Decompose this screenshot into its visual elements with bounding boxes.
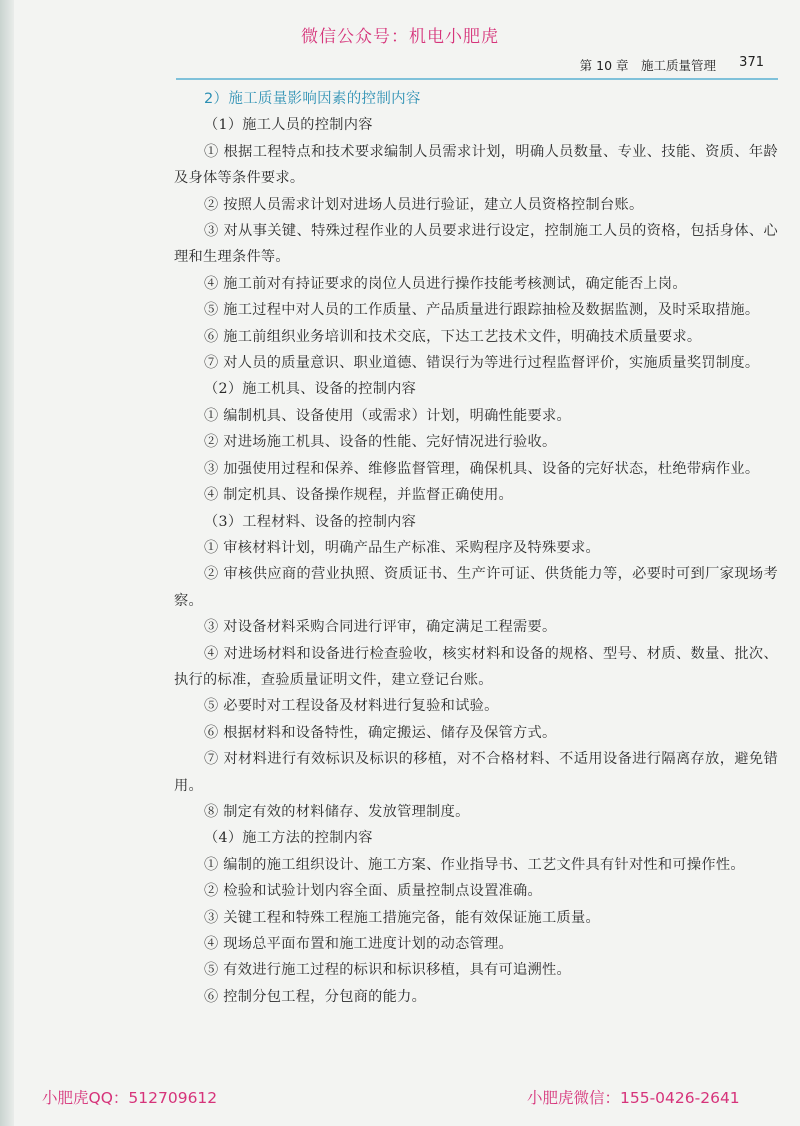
page-body bbox=[174, 86, 778, 1010]
paragraph: ⑤ 有效进行施工过程的标识和标识移植，具有可追溯性。 bbox=[204, 962, 571, 979]
paragraph: ⑧ 制定有效的材料储存、发放管理制度。 bbox=[204, 803, 470, 820]
paragraph: ⑤ 施工过程中对人员的工作质量、产品质量进行跟踪抽检及数据监测，及时采取措施。 bbox=[204, 302, 760, 319]
paragraph: ④ 对进场材料和设备进行检查验收，核实材料和设备的规格、型号、材质、数量、批次、执行的标准，查验质量证明文件，建立登记台账。 bbox=[174, 645, 778, 688]
subsection-heading-1: （1）施工人员的控制内容 bbox=[204, 117, 373, 134]
paragraph: ② 审核供应商的营业执照、资质证书、生产许可证、供货能力等，必要时可到厂家现场考察。 bbox=[174, 566, 778, 609]
page-edge-band bbox=[0, 0, 14, 1126]
paragraph: ③ 对从事关键、特殊过程作业的人员要求进行设定，控制施工人员的资格，包括身体、心理和生理条件等。 bbox=[174, 223, 778, 266]
paragraph: ④ 现场总平面布置和施工进度计划的动态管理。 bbox=[204, 936, 514, 952]
watermark-qq: 小肥虎QQ：512709612 bbox=[42, 1089, 218, 1107]
paragraph: ① 根据工程特点和技术要求编制人员需求计划，明确人员数量、专业、技能、资质、年龄及身体等条件要求。 bbox=[174, 143, 778, 187]
paragraph: ⑤ 必要时对工程设备及材料进行复验和试验。 bbox=[204, 698, 499, 715]
subsection-heading-4: （4）施工方法的控制内容 bbox=[204, 830, 373, 847]
paragraph: ⑦ 对人员的质量意识、职业道德、错误行为等进行过程监督评价，实施质量奖罚制度。 bbox=[204, 355, 760, 372]
running-header bbox=[176, 52, 778, 80]
watermark-wechat: 小肥虎微信：155-0426-2641 bbox=[527, 1089, 740, 1107]
paragraph: ① 编制机具、设备使用（或需求）计划，明确性能要求。 bbox=[204, 407, 571, 424]
paragraph: ⑥ 施工前组织业务培训和技术交底，下达工艺技术文件，明确技术质量要求。 bbox=[204, 328, 702, 345]
paragraph: ② 对进场施工机具、设备的性能、完好情况进行验收。 bbox=[204, 434, 557, 451]
paragraph: ① 编制的施工组织设计、施工方案、作业指导书、工艺文件具有针对性和可操作性。 bbox=[204, 856, 745, 873]
paragraph: ④ 施工前对有持证要求的岗位人员进行操作技能考核测试，确定能否上岗。 bbox=[204, 275, 687, 292]
subsection-heading-2: （2）施工机具、设备的控制内容 bbox=[204, 381, 417, 398]
paragraph: ② 按照人员需求计划对进场人员进行验证，建立人员资格控制台账。 bbox=[204, 196, 644, 213]
paragraph: ③ 加强使用过程和保养、维修监督管理，确保机具、设备的完好状态，杜绝带病作业。 bbox=[204, 460, 760, 477]
paragraph: ③ 对设备材料采购合同进行评审，确定满足工程需要。 bbox=[204, 619, 557, 636]
watermark-top: 微信公众号：机电小肥虎 bbox=[301, 27, 499, 47]
paragraph: ⑥ 根据材料和设备特性，确定搬运、储存及保管方式。 bbox=[204, 724, 557, 741]
paragraph: ② 检验和试验计划内容全面、质量控制点设置准确。 bbox=[204, 883, 543, 900]
paragraph: ① 审核材料计划，明确产品生产标准、采购程序及特殊要求。 bbox=[204, 539, 600, 556]
paragraph: ⑥ 控制分包工程，分包商的能力。 bbox=[204, 988, 427, 1005]
page-number: 371 bbox=[739, 55, 764, 70]
paragraph: ③ 关键工程和特殊工程施工措施完备，能有效保证施工质量。 bbox=[204, 909, 600, 926]
header-chapter: 第 10 章 施工质量管理 bbox=[579, 58, 716, 73]
section-title: 2）施工质量影响因素的控制内容 bbox=[204, 91, 421, 107]
subsection-heading-3: （3）工程材料、设备的控制内容 bbox=[204, 513, 417, 530]
paragraph: ⑦ 对材料进行有效标识及标识的移植，对不合格材料、不适用设备进行隔离存放，避免错用。 bbox=[174, 751, 778, 794]
paragraph: ④ 制定机具、设备操作规程，并监督正确使用。 bbox=[204, 487, 514, 504]
